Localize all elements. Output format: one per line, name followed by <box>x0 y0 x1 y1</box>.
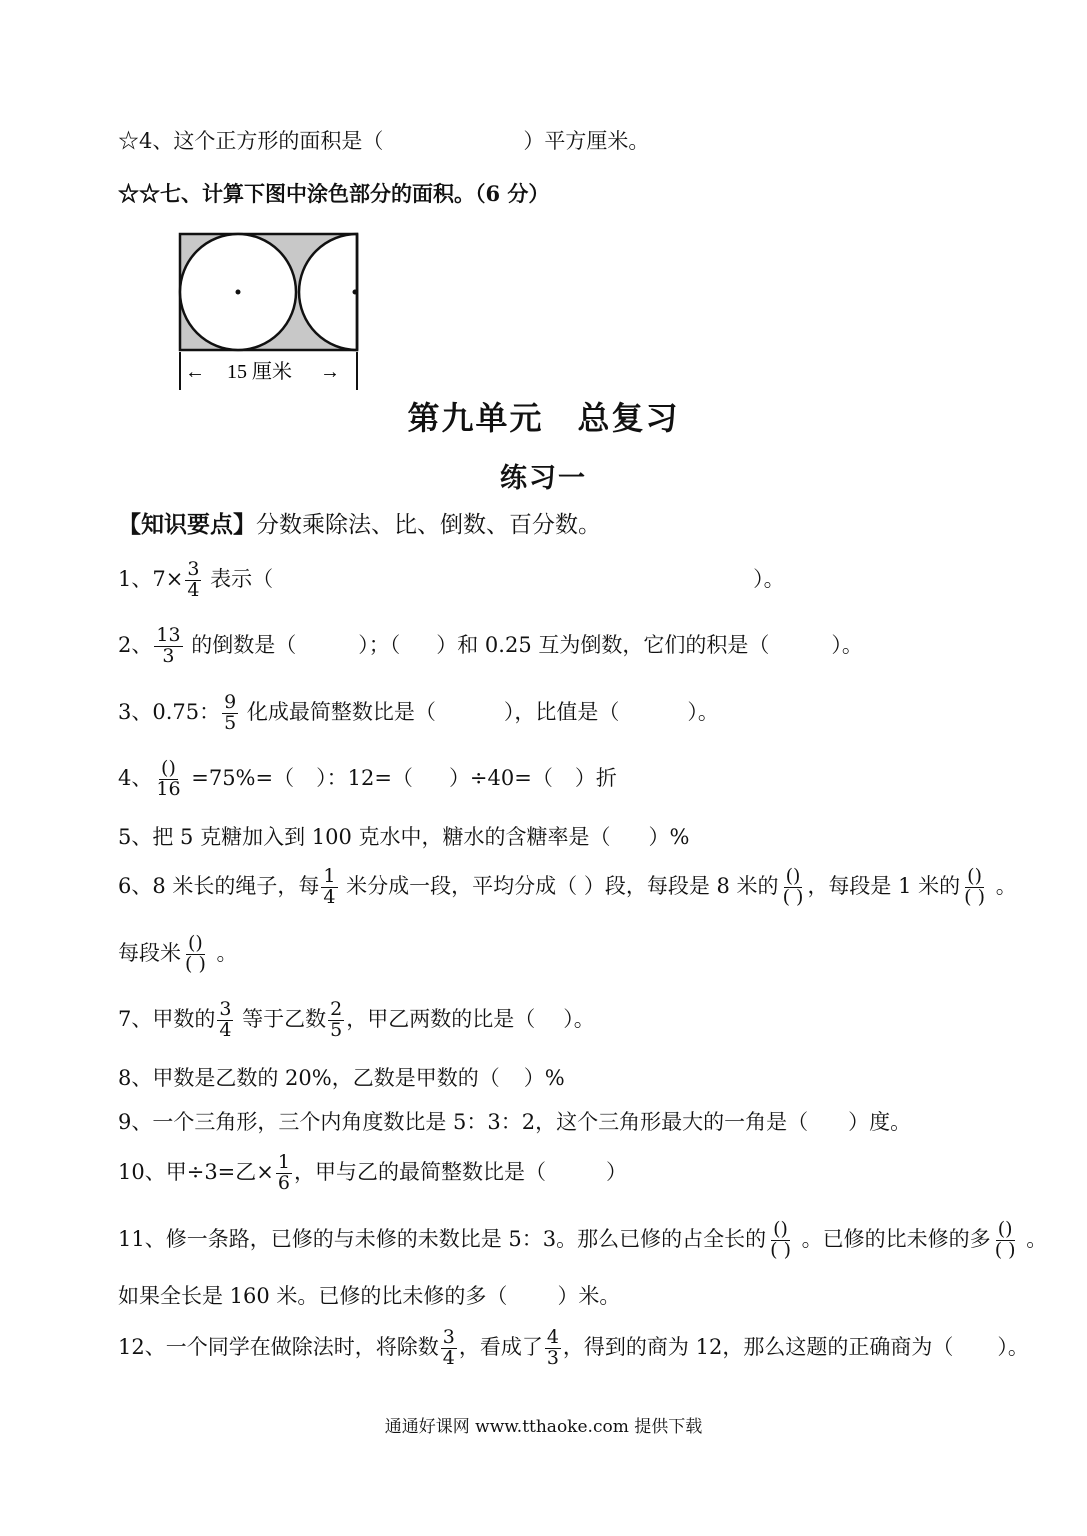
circle-center-dot <box>236 290 241 295</box>
fraction: $\frac{3}{4}$ <box>442 1326 455 1369</box>
fraction: $\frac{()}{( )}$ <box>770 1218 791 1261</box>
question-9: 9、一个三角形，三个内角度数比是 5：3：2，这个三角形最大的一角是（ ）度。 <box>118 1110 912 1134</box>
fraction: $\frac{()}{16}$ <box>156 757 181 800</box>
fraction: $\frac{1}{4}$ <box>323 865 336 908</box>
fraction: $\frac{1}{6}$ <box>277 1151 290 1194</box>
page-footer: 通通好课网 www.tthaoke.com 提供下载 <box>384 1417 703 1437</box>
dimension-arrow-right: → <box>320 361 340 383</box>
knowledge-points: 【知识要点】分数乘除法、比、倒数、百分数。 <box>118 511 601 538</box>
shaded-area-figure <box>175 230 365 395</box>
fraction: $\frac{2}{5}$ <box>330 998 343 1041</box>
question-12: 12、一个同学在做除法时，将除数 $\frac{3}{4}$ ，看成了 $\frac{4}{3}$ ，得到的商为 12，那么这题的正确商为（ ）。 <box>118 1326 1029 1369</box>
question-4: 4、 $\frac{()}{16}$ =75%=（ ）：12=（ ）÷40=（ ）折 <box>118 757 617 800</box>
section-7-title: ☆☆七、计算下图中涂色部分的面积。（6 分） <box>118 181 550 206</box>
semicircle-center-dot <box>353 290 358 295</box>
fraction: $\frac{3}{4}$ <box>187 558 200 601</box>
question-line-4-prev: ☆4、这个正方形的面积是（ ）平方厘米。 <box>118 129 650 153</box>
fraction: $\frac{3}{4}$ <box>219 998 232 1041</box>
practice-title: 练习一 <box>500 463 587 494</box>
fraction: $\frac{4}{3}$ <box>546 1326 559 1369</box>
question-8: 8、甲数是乙数的 20%，乙数是甲数的（ ）% <box>118 1066 565 1090</box>
dimension-arrow-left: ← <box>185 361 205 383</box>
fraction: $\frac{()}{( )}$ <box>185 932 206 975</box>
fraction: $\frac{13}{3}$ <box>156 624 181 667</box>
question-7: 7、甲数的 $\frac{3}{4}$ 等于乙数 $\frac{2}{5}$ ，甲乙两数的比是（ ）。 <box>118 998 595 1041</box>
question-2: 2、 $\frac{13}{3}$ 的倒数是（ ）；（ ）和 0.25 互为倒数，它们的积是（ ）。 <box>118 624 863 667</box>
fraction: $\frac{9}{5}$ <box>224 691 237 734</box>
fraction: $\frac{()}{( )}$ <box>964 865 986 908</box>
question-11-line-2: 如果全长是 160 米。已修的比未修的多（ ）米。 <box>118 1284 621 1308</box>
question-6: 6、8 米长的绳子，每 $\frac{1}{4}$ 米分成一段，平均分成（ ）段，每段是 8 米的 $\frac{()}{( )}$ ，每段是 1 米的 $\frac{()}{( )}$ 。 <box>118 865 1017 908</box>
question-6-line-2: 每段米 $\frac{()}{( )}$ 。 <box>118 932 238 975</box>
dimension-label: 15 厘米 <box>227 361 292 383</box>
question-1: 1、7× $\frac{3}{4}$ 表示（ ）。 <box>118 558 785 601</box>
fraction: $\frac{()}{( )}$ <box>994 1218 1016 1261</box>
question-10: 10、甲÷3=乙× $\frac{1}{6}$ ，甲与乙的最简整数比是（ ） <box>118 1151 627 1194</box>
fraction: $\frac{()}{( )}$ <box>782 865 804 908</box>
unit-title: 第九单元 总复习 <box>407 399 680 437</box>
question-3: 3、0.75： $\frac{9}{5}$ 化成最简整数比是（ ），比值是（ ）。 <box>118 691 719 734</box>
question-5: 5、把 5 克糖加入到 100 克水中，糖水的含糖率是（ ）% <box>118 825 690 849</box>
question-11: 11、修一条路，已修的与未修的未数比是 5：3。那么已修的占全长的 $\frac{()}{( )}$ 。已修的比未修的多 $\frac{()}{( )}$ 。 <box>118 1218 1048 1261</box>
